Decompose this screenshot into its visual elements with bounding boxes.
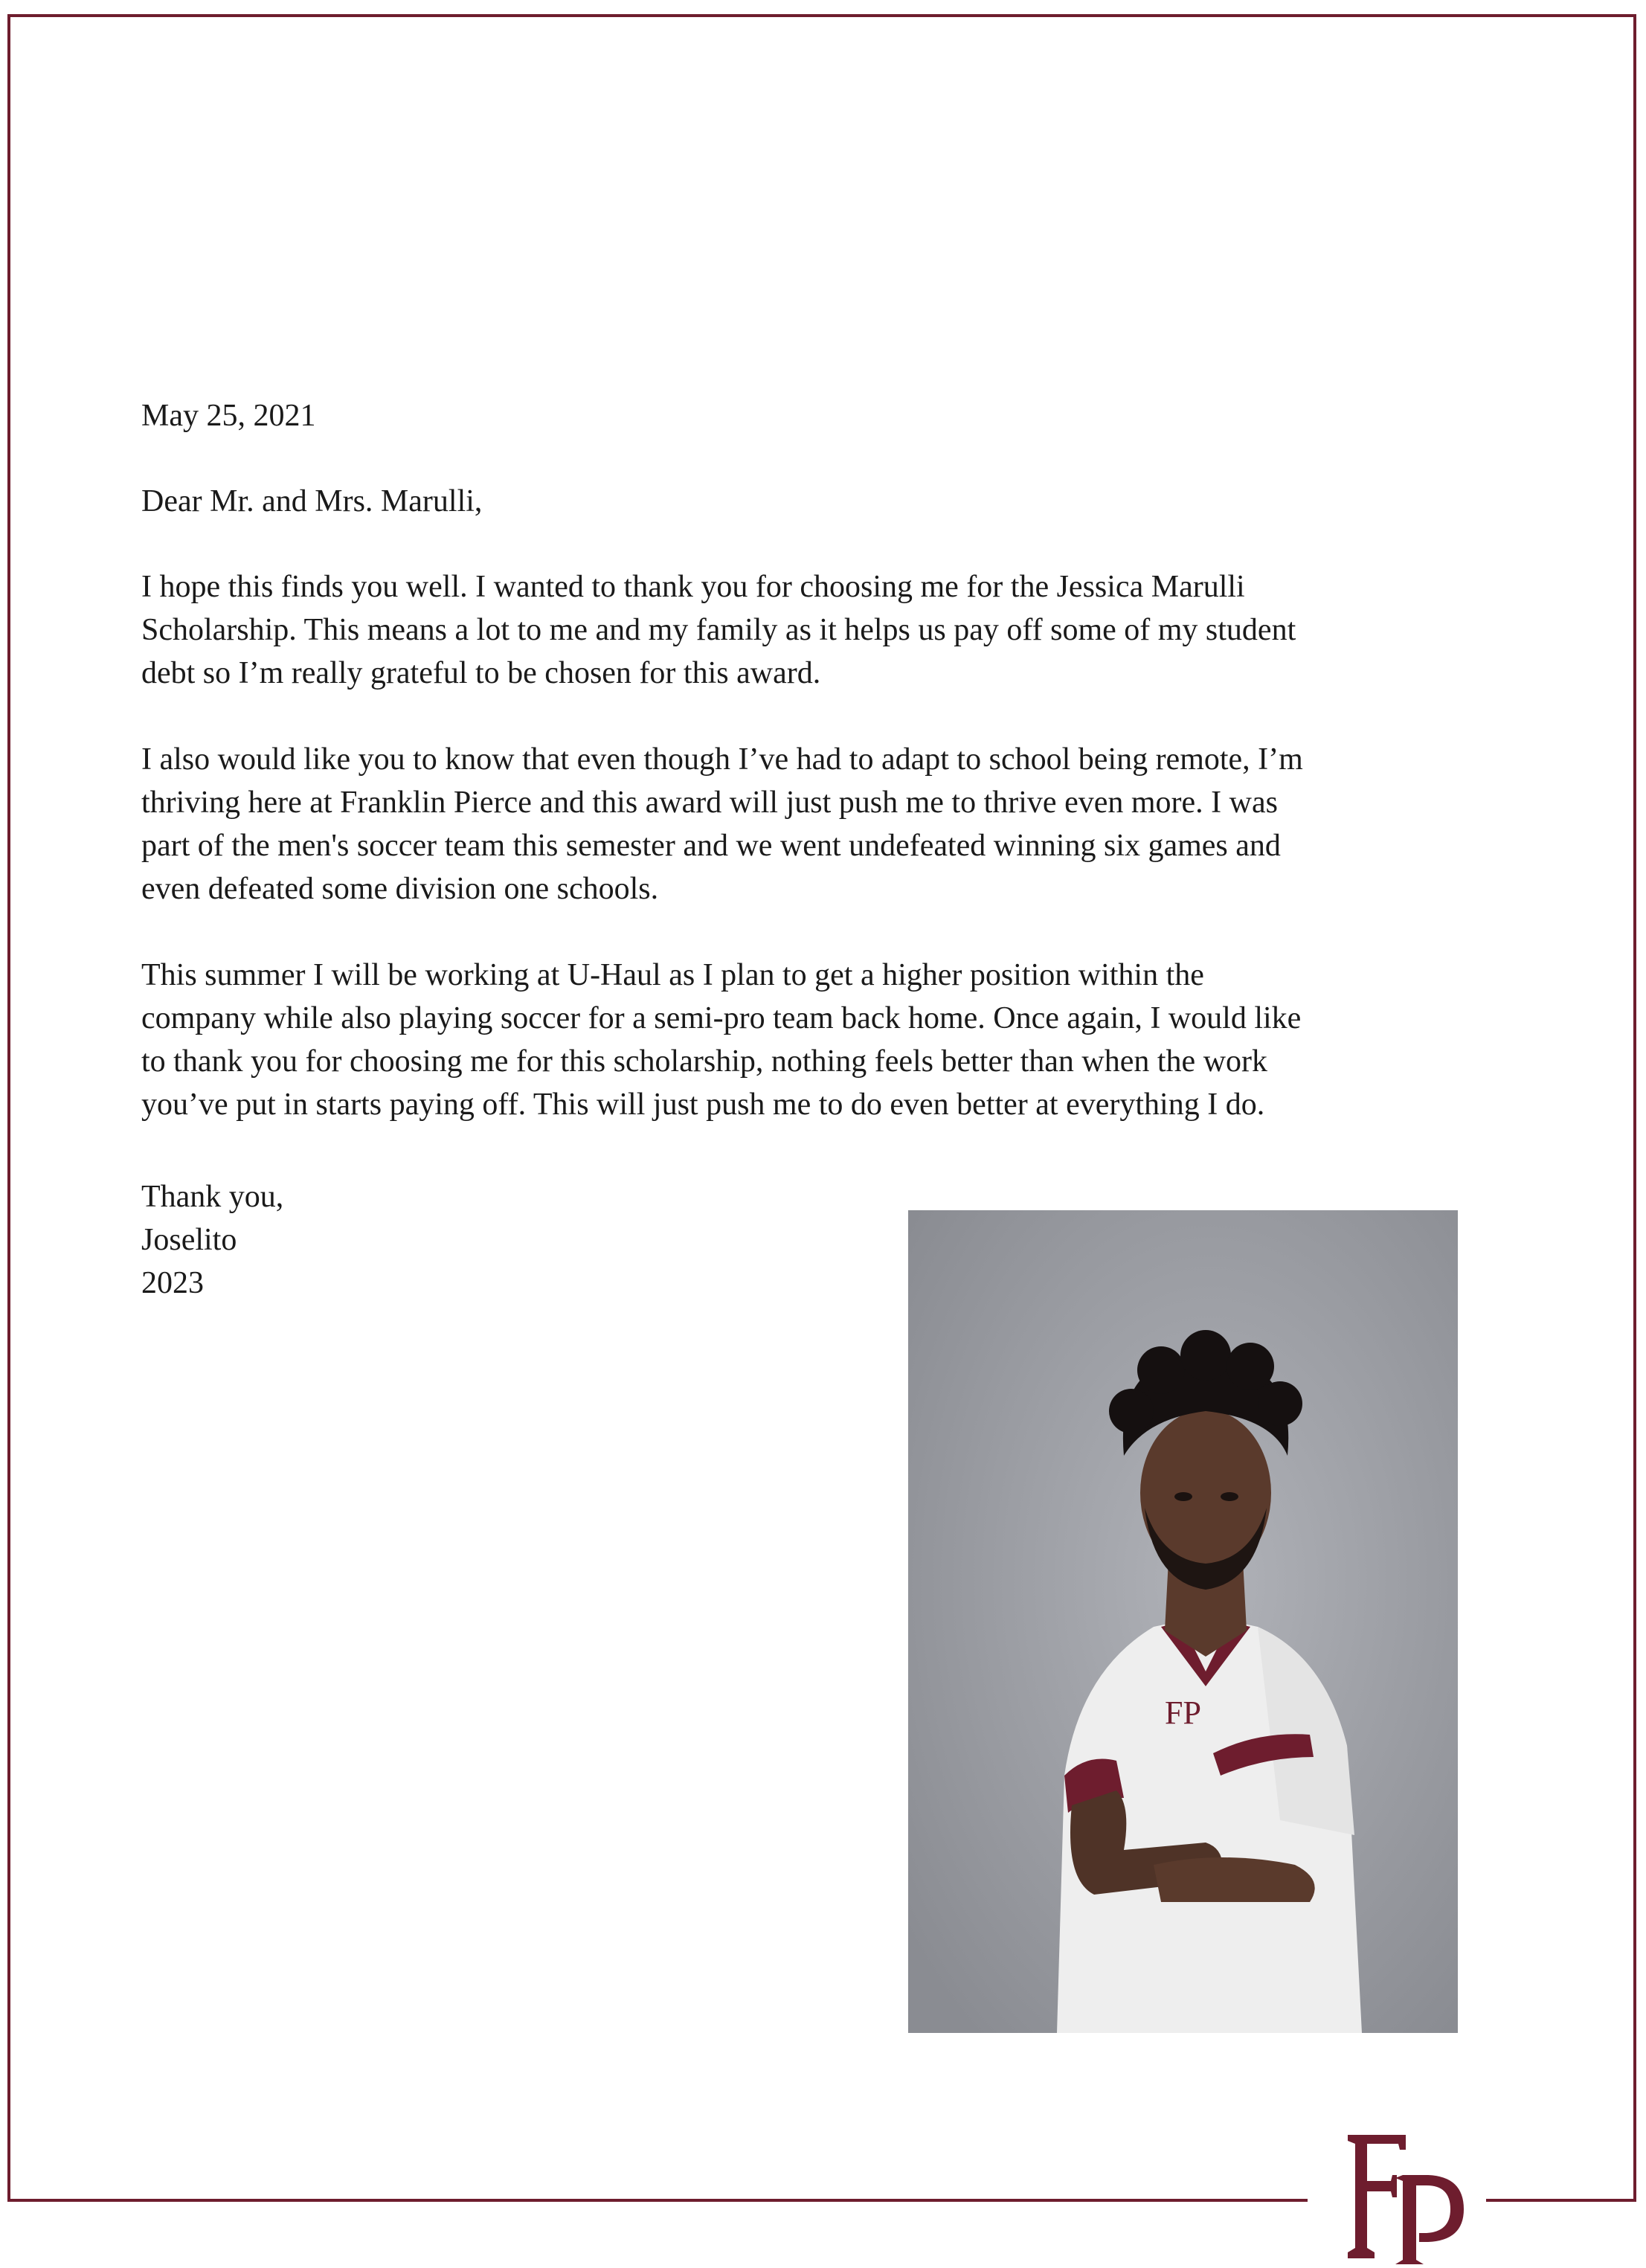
bottom-border-left <box>7 2199 1308 2202</box>
closing: Thank you, <box>141 1180 284 1214</box>
letter-paragraph-3: This summer I will be working at U-Haul as I plan to get a higher position within the company while also playing soccer for a semi-pro team back home. Once again, I would like to thank you for choosing me for this scholarship, nothing feels better than when the work you’ve put in starts paying off. This will just push me to do even better at everything I do. <box>141 958 1302 1122</box>
student-photo-illustration <box>908 1210 1458 2033</box>
letter-date: May 25, 2021 <box>141 399 316 433</box>
franklin-pierce-logo <box>1331 2129 1473 2264</box>
class-year: 2023 <box>141 1266 204 1300</box>
letter-salutation: Dear Mr. and Mrs. Marulli, <box>141 484 483 518</box>
letter-signoff <box>141 1175 283 1305</box>
letter-paragraph-1: I hope this finds you well. I wanted to thank you for choosing me for the Jessica Marulli Scholarship. This means a lot to me and my family as it helps us pay off some of my student debt so I’m really grateful to be chosen for this award. <box>141 570 1296 690</box>
student-photo <box>908 1210 1458 2033</box>
signature-name: Joselito <box>141 1223 237 1257</box>
bottom-border-right <box>1486 2199 1636 2202</box>
jersey-logo: FP <box>1165 1694 1201 1731</box>
letter-body <box>141 394 1525 1169</box>
letter-paragraph-2: I also would like you to know that even though I’ve had to adapt to school being remote, I’m thriving here at Franklin Pierce and this award will just push me to thrive even more. I was part of the men's soccer team this semester and we went undefeated winning six games and even defeated some division one schools. <box>141 742 1303 906</box>
fp-monogram-icon <box>1331 2129 1473 2264</box>
